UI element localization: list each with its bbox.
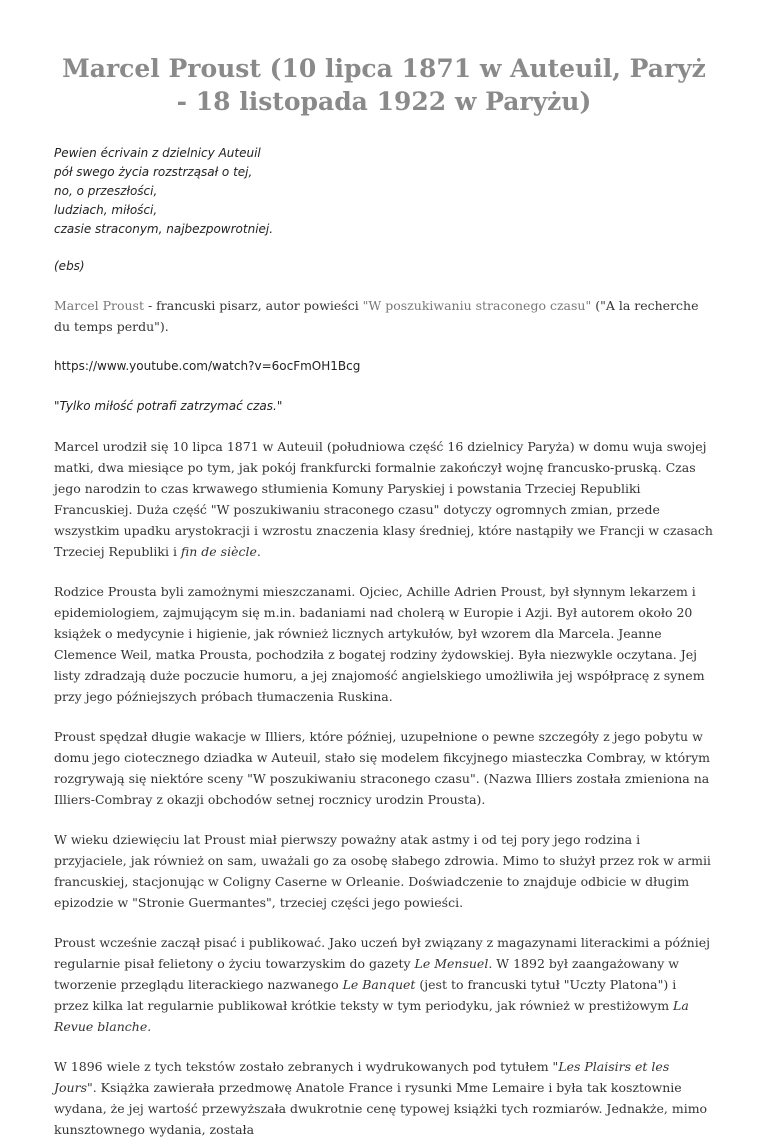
- paragraph-1896: [54, 1056, 714, 1140]
- paragraph-text: .: [147, 1019, 152, 1034]
- page-title: Marcel Proust (10 lipca 1871 w Auteuil, Paryż - 18 listopada 1922 w Paryżu): [62, 54, 706, 116]
- quote: [54, 396, 714, 417]
- author-signature: (ebs): [54, 259, 85, 273]
- poem-line-5: czasie straconym, najbezpowrotniej.: [54, 222, 274, 236]
- paragraph-asthma: W wieku dziewięciu lat Proust miał pierwszy poważny atak astmy i od tej pory jego rodzina i przyjaciele, jak również on sam, uważali go za osobę słabego zdrowia. Mimo to służył przez rok w armii francuskiej, stacjonując w Coligny Caserne w Orleanie. Doświadczenie to znajduje odbicie w długim epizodzie w "Stronie Guermantes", trzeciej części jego powieści.: [54, 832, 711, 910]
- paragraph-text: ". Książka zawierała przedmowę Anatole France i rysunki Mme Lemaire i była tak kosztownie wydana, że jej wartość przewyższała dwukrotnie cenę typowej książki tych rozmiarów. Jednakże, mimo kunsztownego wydania, została: [54, 1080, 708, 1137]
- novel-link[interactable]: "W poszukiwaniu straconego czasu": [362, 298, 592, 313]
- paragraph-emphasis: Le Banquet: [342, 977, 416, 992]
- paragraph-text: Marcel urodził się 10 lipca 1871 w Auteuil (południowa część 16 dzielnicy Paryża) w domu wuja swojej matki, dwa miesiące po tym, jak pokój frankfurcki formalnie zakończył wojnę francusko-pruską. Czas jego narodzin to czas krwawego stłumienia Komuny Paryskiej i powstania Trzeciej Republiki Francuskiej. Duża część "W poszukiwaniu straconego czasu" dotyczy ogromnych zmian, przede wszystkim upadku arystokracji i wzrostu znaczenia klasy średniej, które nastąpiły we Francji w czasach Trzeciej Republiki i: [54, 439, 713, 559]
- poem-line-2: pół swego życia rozstrząsał o tej,: [54, 165, 253, 179]
- paragraph-illiers: Proust spędzał długie wakacje w Illiers, które później, uzupełnione o pewne szczegóły z jego pobytu w domu jego ciotecznego dziadka w Auteuil, stało się modelem fikcyjnego miasteczka Combray, w którym rozgrywają się niektóre sceny "W poszukiwaniu straconego czasu". (Nazwa Illiers została zmieniona na Illiers-Combray z okazji obchodów setnej rocznicy urodzin Prousta).: [54, 729, 711, 807]
- paragraph-early-writing: [54, 932, 714, 1037]
- intro-text-end: ("A la recherche du temps perdu").: [54, 298, 699, 334]
- paragraph-text: W 1896 wiele z tych tekstów zostało zebranych i wydrukowanych pod tytułem ": [54, 1059, 559, 1074]
- poem-line-3: no, o przeszłości,: [54, 184, 158, 198]
- intro-text: - francuski pisarz, autor powieści: [144, 298, 363, 313]
- paragraph-emphasis: Les Plaisirs et les Jours: [54, 1059, 670, 1095]
- limerick: [54, 144, 714, 239]
- proust-link[interactable]: Marcel Proust: [54, 298, 144, 313]
- paragraph-text: Proust wcześnie zaczął pisać i publikować. Jako uczeń był związany z magazynami literackimi a później regularnie pisał felietony o życiu towarzyskim do gazety: [54, 935, 710, 971]
- youtube-url: https://www.youtube.com/watch?v=6ocFmOH1Bcg: [54, 359, 361, 373]
- paragraph-emphasis: Le Mensuel: [414, 956, 489, 971]
- paragraph-parents: Rodzice Prousta byli zamożnymi mieszczanami. Ojciec, Achille Adrien Proust, był słynnym lekarzem i epidemiologiem, zajmującym się m.in. badaniami nad cholerą w Europie i Azji. Był autorem około 20 książek o medycynie i higienie, jak również licznych artykułów, był wzorem dla Marcela. Jeanne Clemence Weil, matka Prousta, pochodziła z bogatej rodziny żydowskiej. Była niezwykle oczytana. Jej listy zdradzają duże poczucie humoru, a jej znajomość angielskiego umożliwiła jej współpracę z synem przy jego późniejszych próbach tłumaczenia Ruskina.: [54, 584, 705, 704]
- poem-line-4: ludziach, miłości,: [54, 203, 158, 217]
- paragraph-text: (jest to francuski tytuł "Uczty Platona") i przez kilka lat regularnie publikował krótkie teksty w tym periodyku, jak również w prestiżowym: [54, 977, 677, 1013]
- paragraph-emphasis: fin de siècle: [180, 544, 257, 559]
- intro-paragraph: [54, 295, 714, 337]
- poem-line-1-rest: écrivain z dzielnicy Auteuil: [96, 146, 261, 160]
- paragraph-end: .: [256, 544, 261, 559]
- paragraph-birth: [54, 436, 714, 562]
- poem-line-1: [54, 144, 714, 163]
- quote-text: Tylko miłość potrafi zatrzymać czas.: [59, 399, 277, 413]
- paragraph-text: . W 1892 był zaangażowany w tworzenie przeglądu literackiego nazwanego: [54, 956, 679, 992]
- poem-first-word: Pewien: [54, 146, 97, 160]
- quote-open: ": [54, 399, 60, 413]
- paragraph-emphasis: La Revue blanche: [54, 998, 689, 1034]
- quote-close: ": [276, 399, 283, 413]
